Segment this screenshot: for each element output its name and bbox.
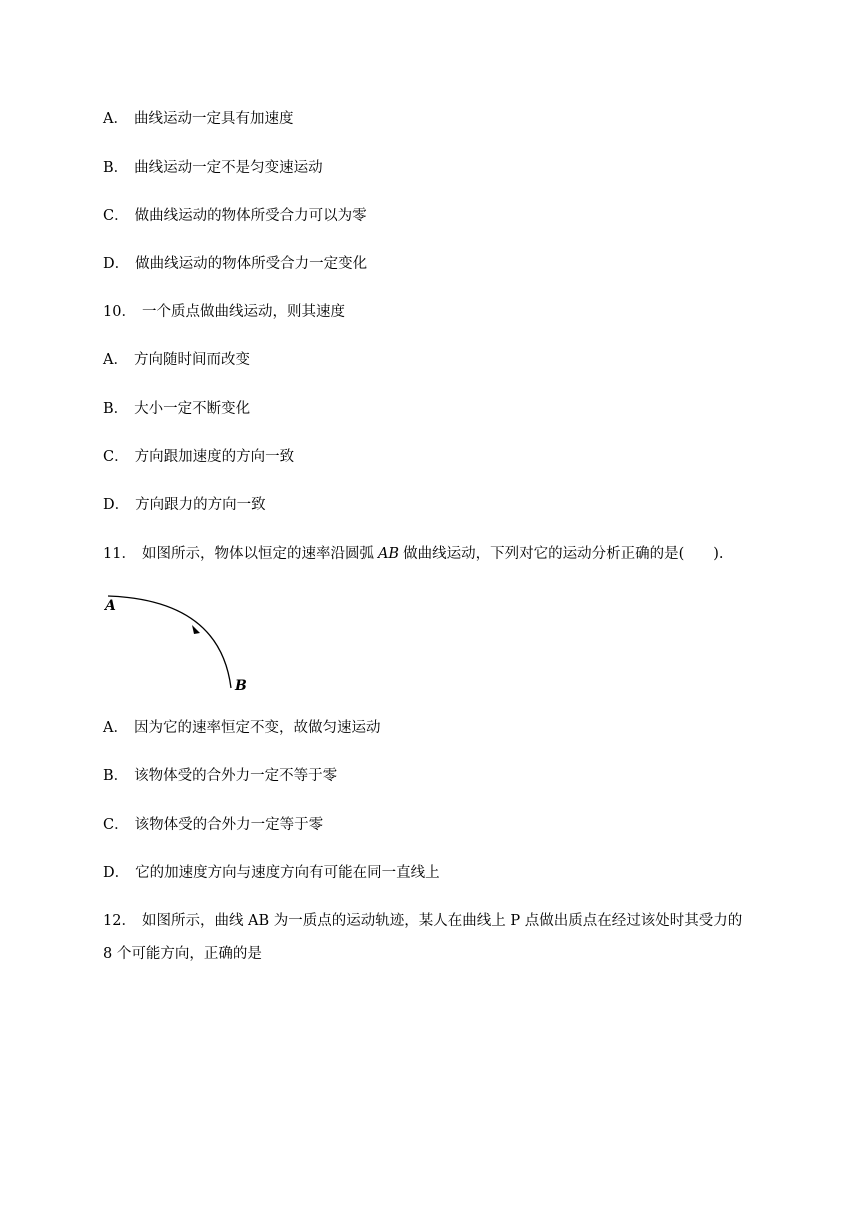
option-label: A． <box>103 720 128 736</box>
option-text: 大小一定不断变化 <box>134 401 251 417</box>
option-label: B． <box>103 160 129 176</box>
option-text: 曲线运动一定不是匀变速运动 <box>134 160 323 176</box>
option-text: 做曲线运动的物体所受合力可以为零 <box>134 208 367 224</box>
option-text: 该物体受的合外力一定不等于零 <box>134 768 338 784</box>
option-label: D． <box>103 497 130 513</box>
q9-option-a <box>103 109 293 129</box>
q9-option-c <box>103 206 367 226</box>
question-text-before: 如图所示，物体以恒定的速率沿圆弧 <box>141 546 374 562</box>
q10-stem <box>103 302 345 322</box>
question-number: 11． <box>103 546 136 562</box>
option-text: 它的加速度方向与速度方向有可能在同一直线上 <box>135 865 440 881</box>
question-text: 一个质点做曲线运动，则其速度 <box>141 304 345 320</box>
q12-stem-line1 <box>103 911 742 931</box>
q10-option-d <box>103 495 266 515</box>
question-text-italic: AB <box>377 546 400 562</box>
q11-option-b <box>103 766 337 786</box>
option-label: D． <box>103 256 130 272</box>
q11-option-a <box>103 718 380 738</box>
option-label: C． <box>103 817 129 833</box>
question-text-continued: 8 个可能方向，正确的是 <box>103 946 262 962</box>
q10-option-c <box>103 447 294 467</box>
q12-stem-line2 <box>103 944 262 964</box>
q10-option-a <box>103 350 250 370</box>
q9-option-d <box>103 254 367 274</box>
option-label: B． <box>103 401 129 417</box>
arc-ab-figure <box>100 588 260 694</box>
q11-option-d <box>103 863 440 883</box>
option-text: 因为它的速率恒定不变，故做匀速运动 <box>133 720 381 736</box>
q11-stem <box>103 544 724 564</box>
option-label: A． <box>103 352 128 368</box>
q10-option-b <box>103 399 250 419</box>
question-number: 10． <box>103 304 136 320</box>
option-text: 做曲线运动的物体所受合力一定变化 <box>135 256 368 272</box>
option-text: 方向跟力的方向一致 <box>135 497 266 513</box>
option-text: 曲线运动一定具有加速度 <box>133 111 294 127</box>
option-label: D． <box>103 865 130 881</box>
question-number: 12． <box>103 913 136 929</box>
option-label: C． <box>103 449 129 465</box>
q11-option-c <box>103 815 323 835</box>
question-text: 如图所示，曲线 AB 为一质点的运动轨迹，某人在曲线上 P 点做出质点在经过该处时其受力的 <box>141 913 743 929</box>
arrow-head-icon <box>192 625 200 634</box>
option-label: A． <box>103 111 128 127</box>
point-b-label: B <box>235 678 247 694</box>
option-label: B． <box>103 768 129 784</box>
q9-option-b <box>103 158 323 178</box>
option-text: 该物体受的合外力一定等于零 <box>134 817 324 833</box>
option-label: C． <box>103 208 129 224</box>
question-text-after: 做曲线运动，下列对它的运动分析正确的是( ). <box>403 546 724 562</box>
option-text: 方向随时间而改变 <box>133 352 250 368</box>
option-text: 方向跟加速度的方向一致 <box>134 449 295 465</box>
point-a-label: A <box>105 598 116 614</box>
arc-path <box>108 596 231 688</box>
